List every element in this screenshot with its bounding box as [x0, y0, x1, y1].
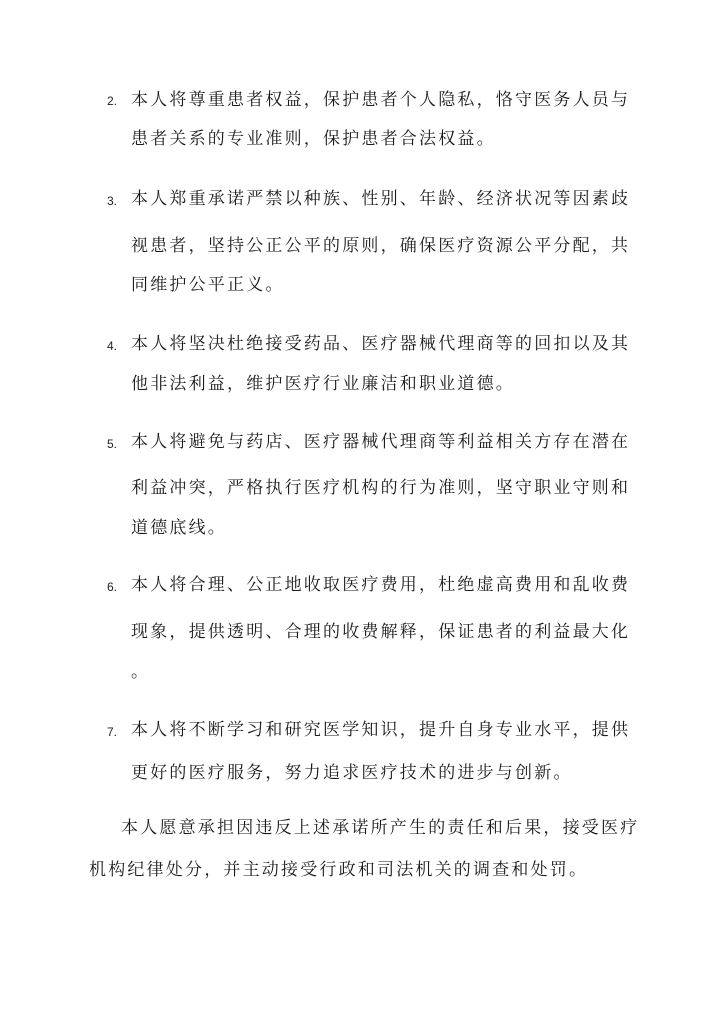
list-item-number: 4. [107, 339, 118, 353]
list-item-number: 2. [107, 94, 118, 108]
closing-paragraph-line: 本人愿意承担因违反上述承诺所产生的责任和后果，接受医疗 [121, 818, 640, 838]
list-item-text-line: 更好的医疗服务，努力追求医疗技术的进步与创新。 [131, 763, 573, 783]
list-item-number: 6. [107, 580, 118, 594]
list-item-text-line: 本人将坚决杜绝接受药品、医疗器械代理商等的回扣以及其 [131, 334, 631, 354]
list-item-text-line: 视患者，坚持公正公平的原则，确保医疗资源公平分配，共 [131, 236, 631, 256]
list-item-text-line: 。 [131, 662, 151, 682]
list-item-text-line: 本人将避免与药店、医疗器械代理商等利益相关方存在潜在 [131, 432, 631, 452]
list-item-text-line: 本人将合理、公正地收取医疗费用，杜绝虚高费用和乱收费 [131, 575, 631, 595]
list-item-text-line: 本人将不断学习和研究医学知识，提升自身专业水平，提供 [131, 720, 631, 740]
list-item-text-line: 利益冲突，严格执行医疗机构的行为准则，坚守职业守则和 [131, 478, 631, 498]
list-item-text-line: 现象，提供透明、合理的收费解释，保证患者的利益最大化 [131, 622, 631, 642]
list-item-text-line: 本人将尊重患者权益，保护患者个人隐私，恪守医务人员与 [131, 90, 631, 110]
list-item-number: 7. [107, 725, 118, 739]
list-item-number: 5. [107, 437, 118, 451]
list-item-text-line: 道德底线。 [131, 518, 227, 538]
list-item-text-line: 他非法利益，维护医疗行业廉洁和职业道德。 [131, 374, 515, 394]
list-item-number: 3. [107, 194, 118, 208]
list-item-text-line: 患者关系的专业准则，保护患者合法权益。 [131, 129, 496, 149]
closing-paragraph-line: 机构纪律处分，并主动接受行政和司法机关的调查和处罚。 [89, 860, 589, 880]
list-item-text-line: 同维护公平正义。 [131, 275, 285, 295]
list-item-text-line: 本人郑重承诺严禁以种族、性别、年龄、经济状况等因素歧 [131, 189, 631, 209]
